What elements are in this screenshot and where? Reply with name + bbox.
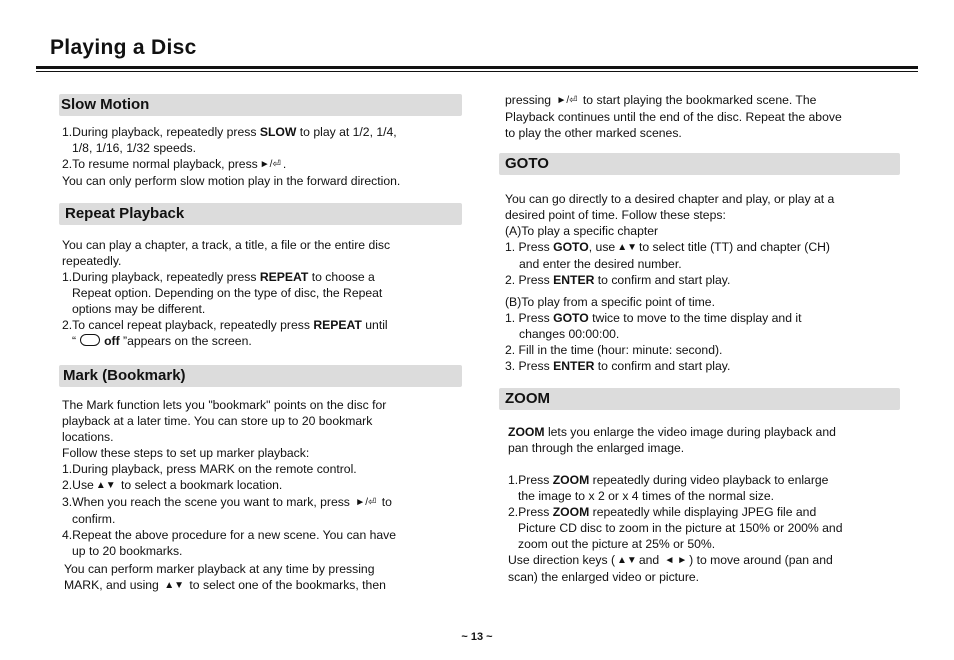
mark-cont-line: to play the other marked scenes. [505,126,682,140]
zoom-line: Use direction keys ( ▲▼ and ◄ ► ) to move around (pan and [508,553,833,567]
mark-line: confirm. [72,512,116,526]
zoom-line: ZOOM lets you enlarge the video image during playback and [508,425,836,439]
play-enter-icon: ►/⏎ [556,95,578,106]
up-down-arrows-icon: ▲▼ [95,480,116,491]
slow-line: You can only perform slow motion play in the forward direction. [62,174,401,188]
up-down-arrows-icon: ▲▼ [164,580,185,591]
mark-line: 2.Use ▲▼ to select a bookmark location. [62,478,283,492]
left-right-arrows-icon: ◄ ► [664,555,688,566]
mark-line: playback at a later time. You can store up to 20 bookmark [62,414,373,428]
repeat-line: repeatedly. [62,254,122,268]
zoom-line: scan) the enlarged video or picture. [508,570,700,584]
slow-motion-heading: Slow Motion [59,94,462,116]
slow-line: 2.To resume normal playback, press ►/⏎ . [62,157,287,171]
mark-bookmark-heading: Mark (Bookmark) [59,365,462,387]
mark-line: 3.When you reach the scene you want to mark, press ►/⏎ to [62,495,392,509]
mark-line: 1.During playback, press MARK on the remote control. [62,462,357,476]
repeat-line: 2.To cancel repeat playback, repeatedly press REPEAT until [62,318,388,332]
mark-line: up to 20 bookmarks. [72,544,183,558]
play-enter-icon: ►/⏎ [259,159,281,170]
up-down-arrows-icon: ▲▼ [617,242,637,253]
goto-line: You can go directly to a desired chapter and play, or play at a [505,192,835,206]
mark-line: Follow these steps to set up marker playback: [62,446,310,460]
zoom-heading: ZOOM [499,388,900,410]
slow-line: 1/8, 1/16, 1/32 speeds. [72,141,196,155]
mark-cont-line: pressing ►/⏎ to start playing the bookmarked scene. The [505,93,817,107]
repeat-line: Repeat option. Depending on the type of disc, the Repeat [72,286,383,300]
goto-line: 1. Press GOTO, use ▲▼ to select title (TT) and chapter (CH) [505,240,830,254]
up-down-arrows-icon: ▲▼ [617,555,637,566]
goto-heading: GOTO [499,153,900,175]
page-title: Playing a Disc [50,36,197,59]
goto-line: 2. Fill in the time (hour: minute: second). [505,343,723,357]
repeat-line: options may be different. [72,302,206,316]
goto-line: and enter the desired number. [519,257,682,271]
mark-line: MARK, and using ▲▼ to select one of the bookmarks, then [64,578,386,592]
slow-line: 1.During playback, repeatedly press SLOW to play at 1/2, 1/4, [62,125,397,139]
repeat-line: You can play a chapter, a track, a title, a file or the entire disc [62,238,391,252]
goto-line: 2. Press ENTER to confirm and start play. [505,273,731,287]
repeat-playback-heading: Repeat Playback [59,203,462,225]
zoom-line: the image to x 2 or x 4 times of the normal size. [518,489,775,503]
zoom-line: Picture CD disc to zoom in the picture at 150% or 200% and [518,521,843,535]
goto-line: 3. Press ENTER to confirm and start play. [505,359,731,373]
title-rule-thin [36,71,918,72]
mark-line: 4.Repeat the above procedure for a new scene. You can have [62,528,397,542]
right-column [505,92,900,585]
zoom-line: 2.Press ZOOM repeatedly while displaying JPEG file and [508,505,817,519]
goto-line: 1. Press GOTO twice to move to the time display and it [505,311,802,325]
repeat-line: 1.During playback, repeatedly press REPEAT to choose a [62,270,375,284]
page-number: ~ 13 ~ [461,631,493,643]
mark-line: The Mark function lets you "bookmark" points on the disc for [62,398,387,412]
goto-line: (A)To play a specific chapter [505,224,659,238]
left-column [62,94,462,594]
title-rule-thick [36,66,918,69]
repeat-icon [80,334,100,346]
goto-line: changes 00:00:00. [519,327,620,341]
goto-line: (B)To play from a specific point of time. [505,295,715,309]
mark-cont-line: Playback continues until the end of the disc. Repeat the above [505,110,842,124]
repeat-line: “ off ”appears on the screen. [72,334,252,348]
mark-line: You can perform marker playback at any time by pressing [64,562,375,576]
zoom-line: 1.Press ZOOM repeatedly during video playback to enlarge [508,473,829,487]
mark-line: locations. [62,430,114,444]
zoom-line: zoom out the picture at 25% or 50%. [518,537,716,551]
play-enter-icon: ►/⏎ [355,497,377,508]
goto-line: desired point of time. Follow these steps: [505,208,726,222]
zoom-line: pan through the enlarged image. [508,441,685,455]
